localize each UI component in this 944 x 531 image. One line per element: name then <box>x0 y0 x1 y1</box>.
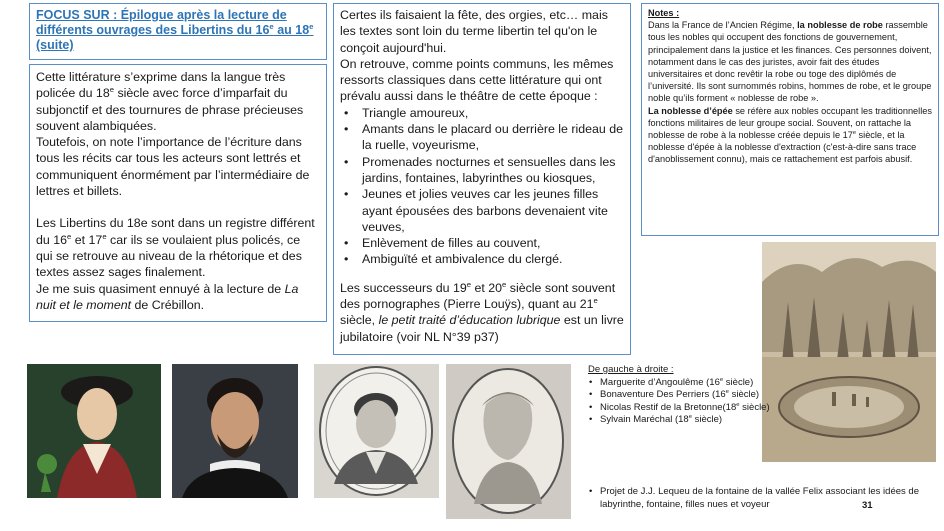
list-item: • Ambiguïté et ambivalence du clergé. <box>340 251 624 267</box>
portrait-marechal-image <box>446 364 571 519</box>
note-robe: Dans la France de l’Ancien Régime, la noblesse de robe rassemble tous les nobles qui occupent des fonctions de gouvernement, principalement dans la justice et les finances. Ces personnes doivent, notamment dans le cas des juristes, avoir fait des études universitaires et donc revêtir la robe ou toge des diplômés de l’université. Ils sont surnommés robins, hommes de robe, et le groupe noble qu’ils forment « noblesse de robe ». <box>648 20 932 104</box>
list-item: • Promenades nocturnes et sensuelles dans les jardins, fontaines, labyrinthes ou kiosques, <box>340 154 624 187</box>
list-item: • Bonaventure Des Perriers (16e siècle) <box>588 389 928 402</box>
left-text-box <box>29 64 327 322</box>
page-number: 31 <box>862 500 873 511</box>
paragraph: Certes ils faisaient la fête, des orgies, etc… mais les textes sont loin du terme libertin tel qu'on le conçoit aujourd'hui. <box>340 8 608 55</box>
paragraph: On retrouve, comme points communs, les mêmes ressorts classiques dans cette littérature qui ont prévalu aussi dans le théâtre de cette époque : <box>340 56 614 104</box>
portrait-des-perriers-image <box>172 364 298 498</box>
list-item: • Triangle amoureux, <box>340 105 624 121</box>
portrait-marguerite-image <box>27 364 161 498</box>
notes-title: Notes : <box>648 8 680 18</box>
paragraph: Je me suis quasiment ennuyé à la lecture de La nuit et le moment de Crébillon. <box>36 281 299 312</box>
list-item: • Jeunes et jolies veuves car les jeunes filles ayant épousées des barbons devenaient vite veuves, <box>340 186 624 235</box>
paragraph: Toutefois, on note l’importance de l’écriture dans tous les récits car tous les acteurs sont lettrés et communiquent énormément par l’intermédiaire de lettres et billets. <box>36 135 310 199</box>
credits-list <box>588 377 928 427</box>
list-item: • Marguerite d’Angoulême (16e siècle) <box>588 377 928 390</box>
page-title: FOCUS SUR : Épilogue après la lecture de différents ouvrages des Libertins du 16e au 18e (suite) <box>36 8 314 52</box>
paragraph: Les Libertins du 18e sont dans un registre différent du 16e et 17e car ils se voulaient plus policés, ce qui se retrouve au niveau de la rhétorique et des textes assez sages finalement. <box>36 216 315 280</box>
image-credits <box>588 364 928 427</box>
notes-box <box>641 3 939 236</box>
list-item: • Amants dans le placard ou derrière le rideau de la ruelle, voyeurisme, <box>340 121 624 154</box>
fountain-engraving-image <box>762 242 936 462</box>
credits-heading: De gauche à droite : <box>588 364 674 375</box>
title-box <box>29 3 327 60</box>
list-item: • Enlèvement de filles au couvent, <box>340 235 624 251</box>
list-item: • Nicolas Restif de la Bretonne(18e siècle) <box>588 402 928 415</box>
note-epee: La noblesse d’épée se réfère aux nobles occupant les traditionnelles fonctions militaires de leur groupe social. Souvent, on rattache la noblesse de robe à la noblesse créée depuis le 17e siècle, et la noblesse d'épée à la noblesse d'extraction (c'est-à-dire sans trace d'anoblissement connu), mais ce rattachement est parfois abusif. <box>648 105 932 165</box>
paragraph: Cette littérature s’exprime dans la langue très policée du 18e siècle avec force d’imparfait du subjonctif et des tournures de phrase précieuses souvent alambiquées. <box>36 70 304 133</box>
portrait-restif-image <box>314 364 439 498</box>
middle-text-box <box>333 3 631 355</box>
list-item: • Sylvain Maréchal (18e siècle) <box>588 414 928 427</box>
project-caption: • Projet de J.J. Lequeu de la fontaine de la vallée Felix associant les idées de labyrinthe, fontaine, filles nues et voyeur <box>588 486 928 511</box>
themes-list <box>340 105 624 268</box>
paragraph: Les successeurs du 19e et 20e siècle sont souvent des pornographes (Pierre Louÿs), quant au 21e siècle, le petit traité d’éducation lubrique est un livre jubilatoire (voir NL N°39 p37) <box>340 279 624 344</box>
